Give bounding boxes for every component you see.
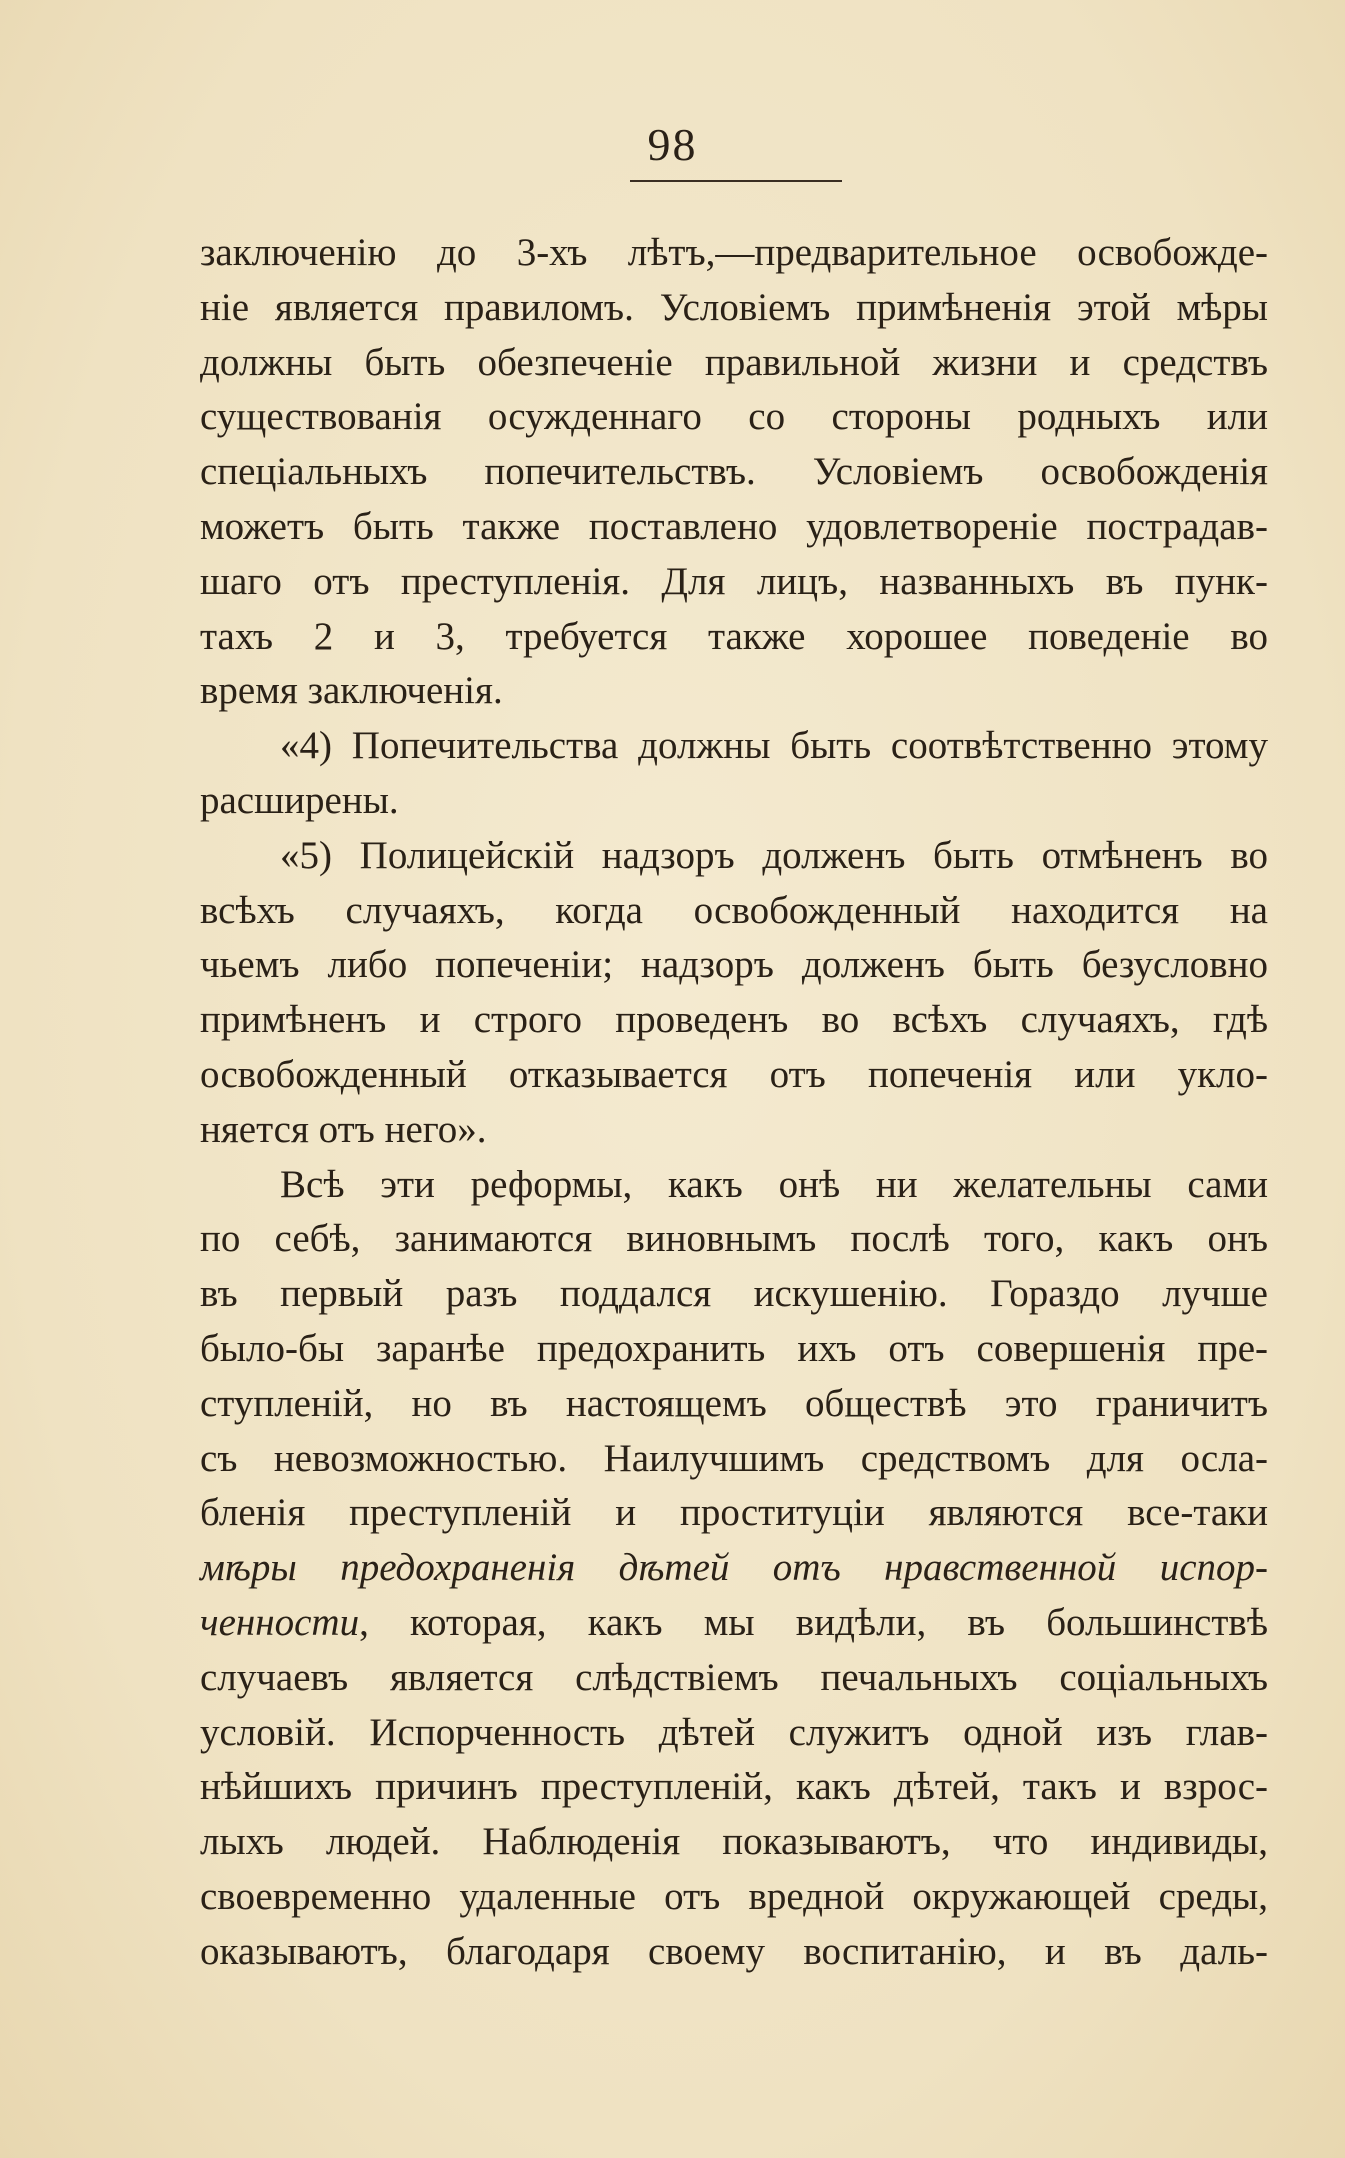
text-line — [200, 445, 1268, 500]
line-text: , которая, какъ мы видѣли, въ большинствѣ — [359, 1600, 1268, 1644]
line-text: условій. Испорченность дѣтей служитъ одной изъ глав- — [200, 1710, 1268, 1754]
line-text: расширены. — [200, 778, 399, 822]
text-line — [200, 1267, 1268, 1322]
text-line — [200, 1760, 1268, 1815]
line-text: случаевъ является слѣдствіемъ печальныхъ соціальныхъ — [200, 1655, 1268, 1699]
line-text: лыхъ людей. Наблюденія показываютъ, что индивиды, — [200, 1820, 1268, 1864]
line-text: по себѣ, занимаются виновнымъ послѣ того, какъ онъ — [200, 1217, 1268, 1261]
line-text: чьемъ либо попеченіи; надзоръ долженъ быть безусловно — [200, 943, 1268, 987]
text-line — [200, 1103, 1268, 1158]
text-line — [200, 1815, 1268, 1870]
text-line — [200, 1651, 1268, 1706]
line-text: своевременно удаленные отъ вредной окружающей среды, — [200, 1874, 1268, 1918]
line-text: Всѣ эти реформы, какъ онѣ ни желательны сами — [280, 1162, 1268, 1206]
text-line — [200, 1486, 1268, 1541]
line-text: ступленій, но въ настоящемъ обществѣ это граничитъ — [200, 1381, 1268, 1425]
text-line — [200, 1870, 1268, 1925]
line-text: должны быть обезпеченіе правильной жизни и средствъ — [200, 340, 1268, 384]
line-text: съ невозможностью. Наилучшимъ средствомъ для осла- — [200, 1436, 1268, 1480]
text-line — [200, 1925, 1268, 1980]
text-line — [200, 1541, 1268, 1596]
line-text: время заключенія. — [200, 669, 503, 713]
line-text: оказываютъ, благодаря своему воспитанію, и въ даль- — [200, 1929, 1268, 1973]
line-text: было-бы заранѣе предохранить ихъ отъ совершенія пре- — [200, 1326, 1268, 1370]
page-number: 98 — [647, 119, 698, 170]
text-line — [200, 390, 1268, 445]
text-line — [200, 1596, 1268, 1651]
text-line — [200, 1706, 1268, 1761]
text-line — [200, 829, 1268, 884]
text-line — [200, 884, 1268, 939]
line-text: «4) Попечительства должны быть соотвѣтственно этому — [280, 724, 1268, 768]
line-text: ніе является правиломъ. Условіемъ примѣненія этой мѣры — [200, 285, 1268, 329]
line-text: освобожденный отказывается отъ попеченія или укло- — [200, 1052, 1268, 1096]
text-line — [200, 1377, 1268, 1432]
italic-text: мѣры предохраненія дѣтей отъ нравственной испор- — [200, 1546, 1268, 1590]
line-text: спеціальныхъ попечительствъ. Условіемъ освобожденія — [200, 450, 1268, 494]
line-text: можетъ быть также поставлено удовлетвореніе пострадав- — [200, 504, 1268, 548]
line-text: въ первый разъ поддался искушенію. Гораздо лучше — [200, 1272, 1268, 1316]
text-line — [200, 610, 1268, 665]
line-text: «5) Полицейскій надзоръ долженъ быть отмѣненъ во — [280, 833, 1268, 877]
text-line — [200, 774, 1268, 829]
text-line — [200, 1212, 1268, 1267]
text-line — [200, 719, 1268, 774]
text-line — [200, 1048, 1268, 1103]
italic-text: ченности — [200, 1600, 360, 1644]
line-text: примѣненъ и строго проведенъ во всѣхъ случаяхъ, гдѣ — [200, 998, 1268, 1042]
line-text: заключенію до 3-хъ лѣтъ,—предварительное освобожде- — [200, 231, 1268, 274]
text-line — [200, 1432, 1268, 1487]
text-line — [200, 226, 1268, 281]
line-text: всѣхъ случаяхъ, когда освобожденный находится на — [200, 888, 1268, 932]
text-line — [200, 500, 1268, 555]
body-text — [200, 226, 1268, 1980]
line-text: тахъ 2 и 3, требуется также хорошее поведеніе во — [200, 614, 1268, 658]
text-line — [200, 664, 1268, 719]
line-text: шаго отъ преступленія. Для лицъ, названныхъ въ пунк- — [200, 559, 1268, 603]
text-line — [200, 281, 1268, 336]
line-text: существованія осужденнаго со стороны родныхъ или — [200, 395, 1268, 439]
line-text: няется отъ него». — [200, 1107, 487, 1151]
text-line — [200, 1322, 1268, 1377]
text-line — [200, 938, 1268, 993]
text-line — [200, 993, 1268, 1048]
line-text: нѣйшихъ причинъ преступленій, какъ дѣтей, такъ и взрос- — [200, 1765, 1268, 1809]
line-text: бленія преступленій и проституціи являются все-таки — [200, 1491, 1268, 1535]
text-line — [200, 336, 1268, 391]
text-line — [200, 1158, 1268, 1213]
header-rule — [630, 180, 842, 182]
text-line — [200, 555, 1268, 610]
